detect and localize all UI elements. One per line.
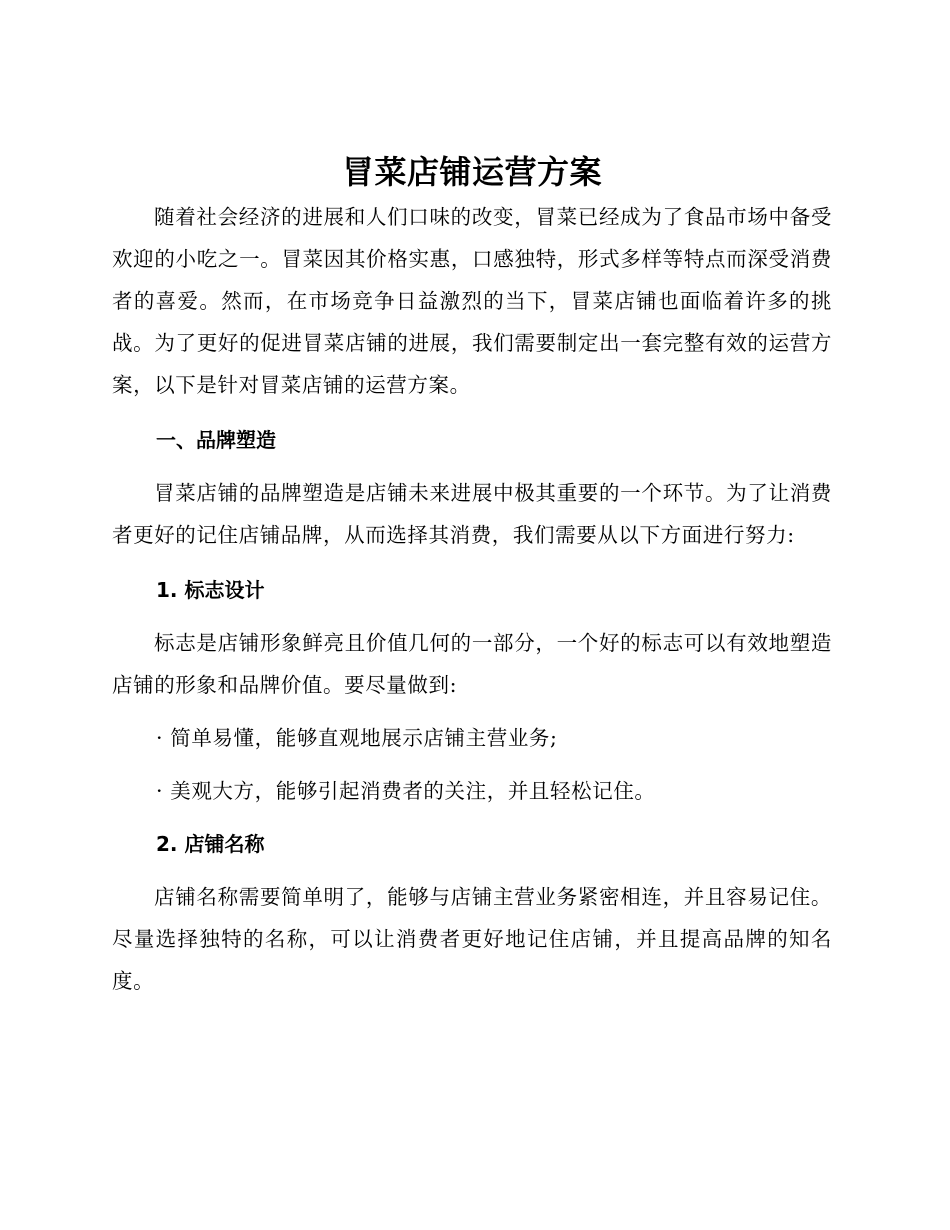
- logo-bullet-item: · 简单易懂，能够直观地展示店铺主营业务;: [156, 726, 558, 750]
- logo-bullet-item: · 美观大方，能够引起消费者的关注，并且轻松记住。: [156, 779, 656, 803]
- spacer: [112, 406, 832, 419]
- intro-paragraph: 随着社会经济的进展和人们口味的改变，冒菜已经成为了食品市场中备受欢迎的小吃之一。冒菜因其价格实惠，口感独特，形式多样等特点而深受消费者的喜爱。然而，在市场竞争日益激烈的当下，冒菜店铺也面临着许多的挑战。为了更好的促进冒菜店铺的进展，我们需要制定出一套完整有效的运营方案，以下是针对冒菜店铺的运营方案。: [112, 205, 832, 397]
- subsection-heading-store-name: 2. 店铺名称: [156, 832, 265, 856]
- spacer: [112, 812, 832, 823]
- spacer: [112, 706, 832, 717]
- spacer: [112, 556, 832, 569]
- spacer: [112, 611, 832, 622]
- logo-paragraph: 标志是店铺形象鲜亮且价值几何的一部分，一个好的标志可以有效地塑造店铺的形象和品牌价值。要尽量做到:: [112, 631, 832, 697]
- spacer: [112, 759, 832, 770]
- subsection-heading-logo: 1. 标志设计: [156, 578, 265, 602]
- document-page: [112, 148, 832, 1002]
- section-heading-brand: 一、品牌塑造: [156, 428, 276, 452]
- spacer: [112, 461, 832, 472]
- brand-paragraph: 冒菜店铺的品牌塑造是店铺未来进展中极其重要的一个环节。为了让消费者更好的记住店铺品牌，从而选择其消费，我们需要从以下方面进行努力:: [112, 481, 832, 547]
- document-title: 冒菜店铺运营方案: [341, 153, 602, 191]
- store-name-paragraph: 店铺名称需要简单明了，能够与店铺主营业务紧密相连，并且容易记住。尽量选择独特的名称，可以让消费者更好地记住店铺，并且提高品牌的知名度。: [112, 885, 832, 993]
- spacer: [112, 865, 832, 876]
